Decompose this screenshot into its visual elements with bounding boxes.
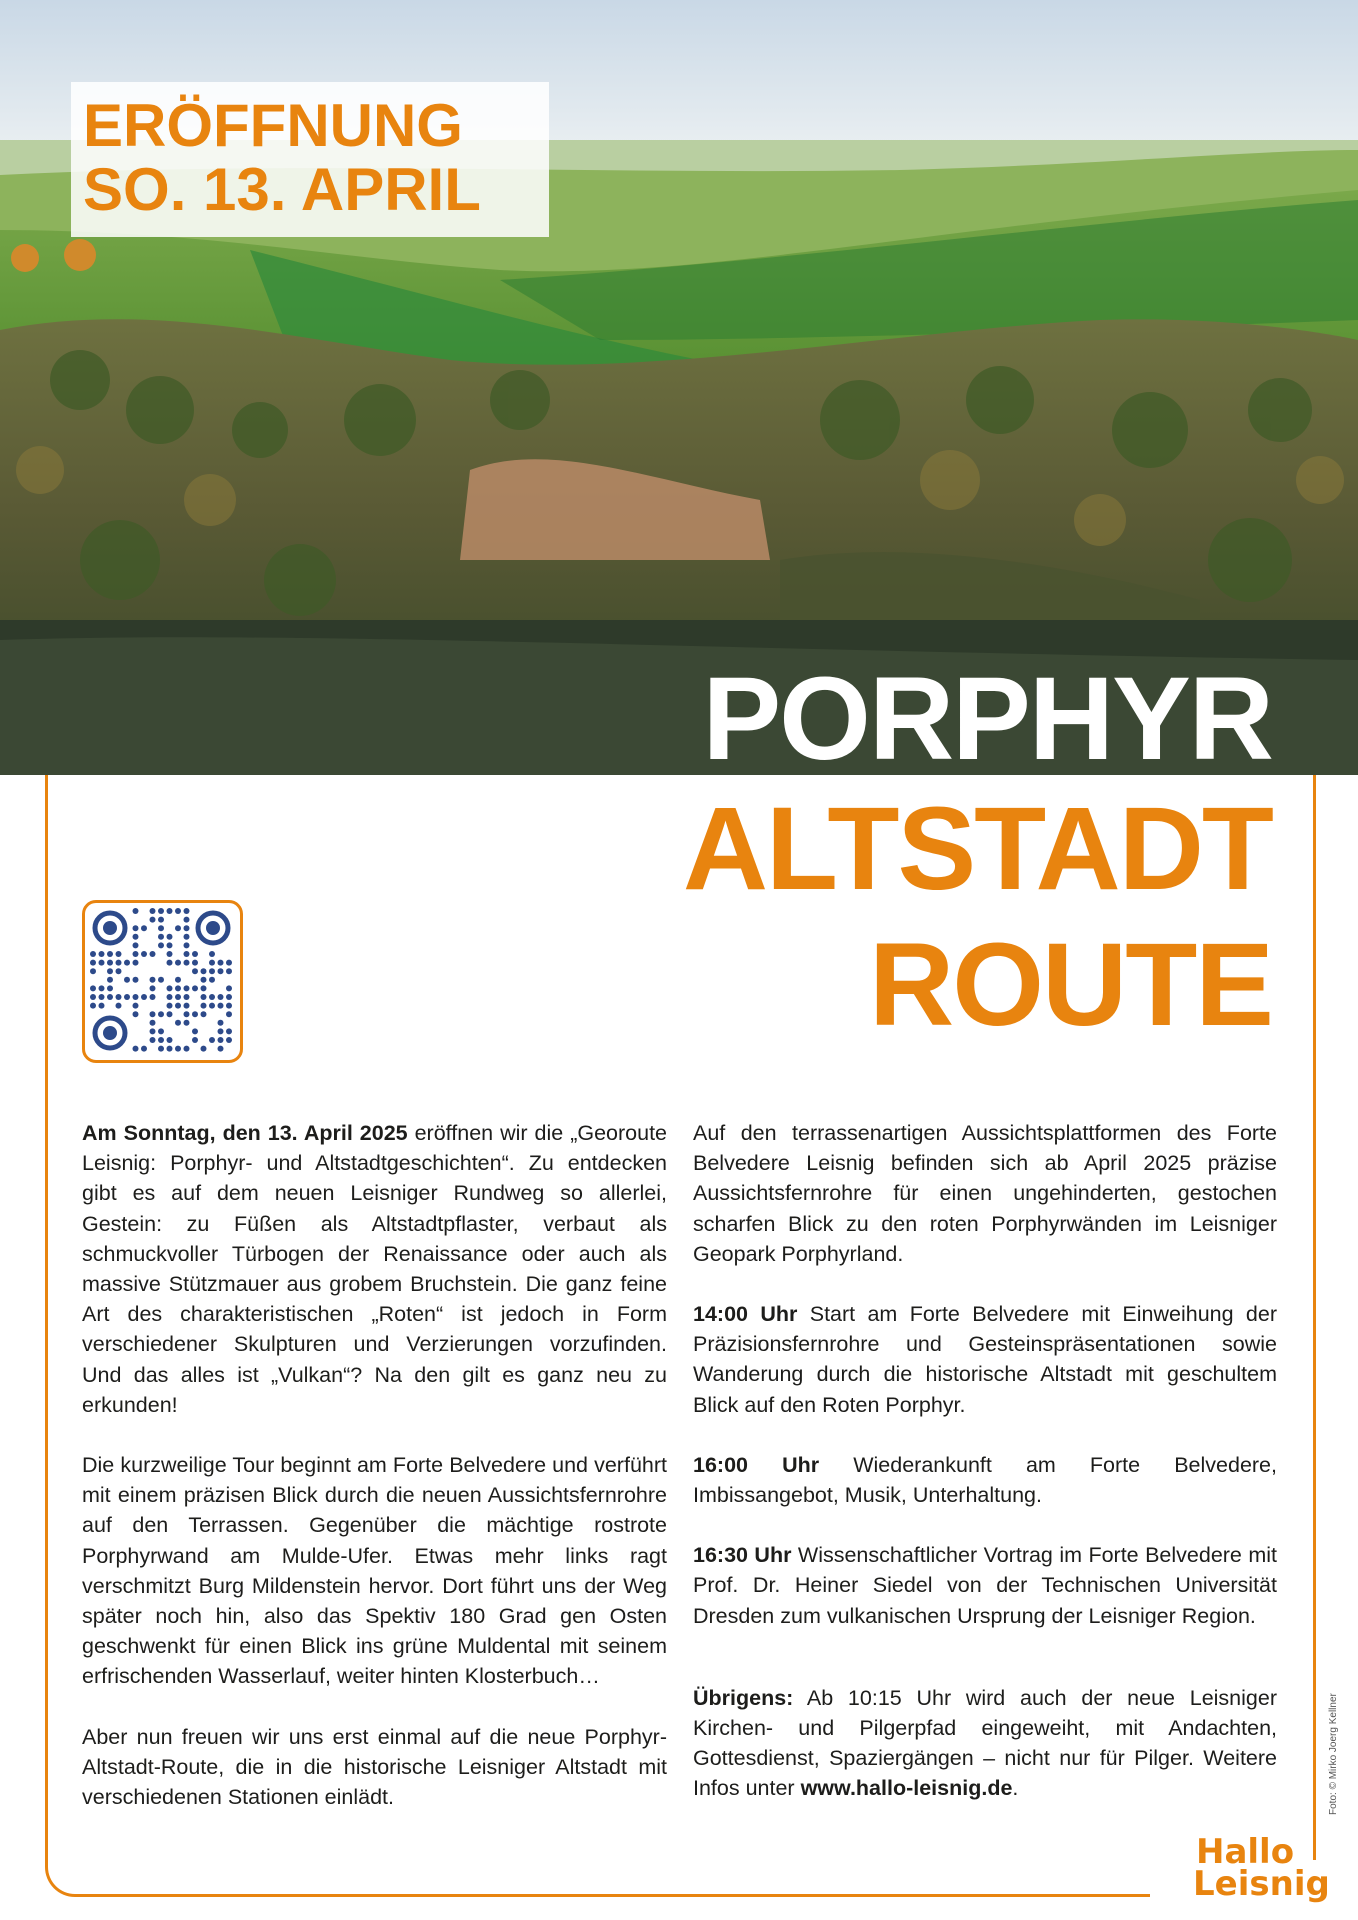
qr-dot xyxy=(167,994,173,1000)
qr-dot xyxy=(192,960,198,966)
qr-dot xyxy=(218,968,224,974)
qr-dot xyxy=(209,1037,215,1043)
qr-code[interactable] xyxy=(82,900,243,1063)
event-1600 xyxy=(693,1450,1277,1510)
belvedere-paragraph: Auf den terrassenartigen Aussichtsplattformen des Forte Belvedere Leisnig befinden sich ab April 2025 präzise Aussichtsfernrohre für einen ungehinderten, gestochen scharfen Blick zu den roten Porphyrwänden im Leisniger Geopark Porphyrland. xyxy=(693,1121,1277,1266)
qr-dot xyxy=(158,908,164,914)
qr-dot xyxy=(201,1046,207,1052)
event-text: Wiederankunft am Forte Belvedere, Imbissangebot, Musik, Unterhaltung. xyxy=(693,1452,1277,1508)
title-altstadt: ALTSTADT xyxy=(682,783,1272,915)
qr-dot xyxy=(175,985,181,991)
qr-dot xyxy=(90,960,96,966)
qr-dot xyxy=(150,985,156,991)
qr-dot xyxy=(99,960,105,966)
event-text: Wissenschaftlicher Vortrag im Forte Belvedere mit Prof. Dr. Heiner Siedel von der Technischen Universität Dresden zum vulkanischen Ursprung der Leisniger Region. xyxy=(693,1543,1277,1628)
qr-dot xyxy=(116,968,122,974)
qr-dot xyxy=(90,985,96,991)
qr-dot xyxy=(90,968,96,974)
qr-dot xyxy=(158,942,164,948)
qr-dot xyxy=(167,934,173,940)
website-link[interactable]: www.hallo-leisnig.de xyxy=(800,1776,1013,1801)
qr-dot xyxy=(141,994,147,1000)
qr-dot xyxy=(124,994,130,1000)
qr-dot xyxy=(158,1011,164,1017)
qr-dot xyxy=(175,1046,181,1052)
qr-dot xyxy=(158,1037,164,1043)
opening-label: ERÖFFNUNG xyxy=(83,92,463,159)
qr-dot xyxy=(133,977,139,983)
qr-dot xyxy=(158,1046,164,1052)
intro-paragraph xyxy=(82,1118,667,1420)
qr-dot xyxy=(184,1020,190,1026)
qr-dot xyxy=(218,1046,224,1052)
qr-dot xyxy=(226,994,232,1000)
tour-paragraph: Die kurzweilige Tour beginnt am Forte Belvedere und verführt mit einem präzisen Blick durch die neuen Aussichtsfernrohre auf den Terrassen. Gegenüber die mächtige rostrote Porphyrwand am Mulde-Ufer. Etwas mehr links ragt verschmitzt Burg Mildenstein hervor. Dort führt uns der Weg später noch hin, also das Spektiv 180 Grad gen Osten geschwenkt für einen Blick ins grüne Muldental mit seinem erfrischenden Wasserlauf, weiter hinten Klosterbuch… xyxy=(82,1453,667,1689)
qr-dot xyxy=(167,960,173,966)
qr-dot xyxy=(184,942,190,948)
qr-dot xyxy=(124,977,130,983)
qr-dot xyxy=(90,951,96,957)
qr-dot xyxy=(201,968,207,974)
qr-dot xyxy=(184,925,190,931)
qr-dot xyxy=(158,977,164,983)
qr-dot xyxy=(150,917,156,923)
title-route: ROUTE xyxy=(869,919,1272,1051)
qr-dot xyxy=(218,1003,224,1009)
qr-dot xyxy=(107,977,113,983)
qr-dot xyxy=(184,960,190,966)
qr-dot xyxy=(133,1011,139,1017)
qr-dot xyxy=(150,951,156,957)
qr-dot xyxy=(175,960,181,966)
qr-dot xyxy=(201,1011,207,1017)
qr-dot xyxy=(218,1020,224,1026)
qr-dot xyxy=(133,942,139,948)
qr-dot xyxy=(209,1003,215,1009)
left-column xyxy=(82,1118,667,1842)
qr-dot xyxy=(167,1037,173,1043)
note-paragraph xyxy=(693,1683,1277,1804)
qr-dot xyxy=(167,1003,173,1009)
note-label: Übrigens: xyxy=(693,1685,794,1710)
qr-dot xyxy=(184,994,190,1000)
photo-credit: Foto: © Mirko Joerg Kellner xyxy=(1328,1693,1339,1815)
qr-dot xyxy=(158,925,164,931)
qr-dot xyxy=(99,951,105,957)
qr-dot xyxy=(218,1028,224,1034)
qr-dot xyxy=(90,994,96,1000)
qr-dot xyxy=(99,985,105,991)
qr-code-icon xyxy=(85,903,240,1060)
qr-dot xyxy=(133,934,139,940)
event-text: Start am Forte Belvedere mit Einweihung der Präzisionsfernrohre und Gesteinspräsentationen sowie Wanderung durch die historische Altstadt mit geschultem Blick auf den Roten Porphyr. xyxy=(693,1302,1277,1417)
qr-dot xyxy=(167,951,173,957)
event-time: 16:00 Uhr xyxy=(693,1452,820,1477)
qr-dot xyxy=(226,1011,232,1017)
qr-dot xyxy=(133,925,139,931)
qr-dot xyxy=(133,994,139,1000)
qr-dot xyxy=(167,942,173,948)
qr-dot xyxy=(184,951,190,957)
logo-line1: Hallo xyxy=(1196,1832,1295,1872)
qr-dot xyxy=(116,960,122,966)
hallo-leisnig-logo xyxy=(1193,1832,1330,1904)
qr-dot xyxy=(201,1003,207,1009)
qr-dot xyxy=(107,994,113,1000)
opening-date: SO. 13. APRIL xyxy=(83,156,481,223)
qr-dot xyxy=(150,908,156,914)
qr-dot xyxy=(150,1011,156,1017)
qr-dot xyxy=(107,985,113,991)
qr-dot xyxy=(175,908,181,914)
qr-dot xyxy=(107,968,113,974)
qr-dot xyxy=(226,968,232,974)
qr-dot xyxy=(209,951,215,957)
qr-dot xyxy=(226,1037,232,1043)
qr-dot xyxy=(167,985,173,991)
qr-dot xyxy=(141,951,147,957)
qr-dot xyxy=(201,994,207,1000)
qr-dot xyxy=(218,960,224,966)
qr-dot xyxy=(192,968,198,974)
qr-dot xyxy=(201,985,207,991)
event-1400 xyxy=(693,1299,1277,1420)
qr-dot xyxy=(192,985,198,991)
qr-dot xyxy=(99,1003,105,1009)
qr-dot xyxy=(124,960,130,966)
qr-dot xyxy=(184,985,190,991)
qr-dot xyxy=(184,934,190,940)
qr-dot xyxy=(192,1028,198,1034)
intro-date: Am Sonntag, den 13. April 2025 xyxy=(82,1121,408,1145)
qr-dot xyxy=(175,1003,181,1009)
qr-dot xyxy=(150,1037,156,1043)
qr-dot xyxy=(150,1028,156,1034)
qr-dot xyxy=(209,960,215,966)
qr-dot xyxy=(141,1046,147,1052)
qr-dot xyxy=(150,977,156,983)
qr-dot xyxy=(158,934,164,940)
qr-dot xyxy=(218,1037,224,1043)
qr-dot xyxy=(192,1037,198,1043)
qr-dot xyxy=(175,994,181,1000)
qr-dot xyxy=(150,994,156,1000)
qr-dot xyxy=(133,951,139,957)
qr-dot xyxy=(184,908,190,914)
qr-dot xyxy=(184,1003,190,1009)
qr-dot xyxy=(158,917,164,923)
qr-dot xyxy=(116,994,122,1000)
qr-dot xyxy=(107,960,113,966)
qr-dot xyxy=(141,925,147,931)
qr-dot xyxy=(184,1046,190,1052)
qr-dot xyxy=(184,917,190,923)
qr-dot xyxy=(133,908,139,914)
qr-dot xyxy=(209,977,215,983)
qr-dot xyxy=(116,951,122,957)
qr-dot xyxy=(90,1003,96,1009)
qr-dot xyxy=(209,994,215,1000)
intro-text: eröffnen wir die „Georoute Leisnig: Porphyr- und Altstadtgeschichten“. Zu entdecken gibt es auf dem neuen Leisniger Rundweg so allerlei, Gestein: zu Füßen als Altstadtpflaster, verbaut als schmuckvoller Türbogen der Renaissance oder auch als massive Stützmauer aus grobem Bruchstein. Die ganz feine Art des charakteristischen „Roten“ ist jedoch in Form verschiedener Skulpturen und Verzierungen vorzufinden. Und das alles ist „Vulkan“? Na den gilt es ganz neu zu erkunden! xyxy=(82,1121,668,1417)
opening-banner xyxy=(71,82,549,237)
qr-dot xyxy=(133,960,139,966)
qr-dot xyxy=(175,977,181,983)
qr-dot xyxy=(184,1011,190,1017)
qr-dot xyxy=(167,1046,173,1052)
qr-dot xyxy=(226,1028,232,1034)
note-text: Ab 10:15 Uhr wird auch der neue Leisniger Kirchen- und Pilgerpfad eingeweiht, mit Andachten, Gottesdienst, Spaziergängen – nicht nur für Pilger. Weitere Infos unter xyxy=(693,1685,1277,1801)
closing-paragraph: Aber nun freuen wir uns erst einmal auf die neue Porphyr-Altstadt-Route, die in die historische Leisniger Altstadt mit verschiedenen Stationen einlädt. xyxy=(82,1724,667,1810)
qr-dot xyxy=(226,1003,232,1009)
event-1630 xyxy=(693,1540,1277,1631)
event-time: 16:30 Uhr xyxy=(693,1543,792,1568)
qr-dot xyxy=(218,994,224,1000)
qr-dot xyxy=(175,925,181,931)
qr-dot xyxy=(150,1020,156,1026)
title-porphyr: PORPHYR xyxy=(702,653,1272,785)
qr-dot xyxy=(226,985,232,991)
qr-dot xyxy=(201,977,207,983)
event-time: 14:00 Uhr xyxy=(693,1302,798,1327)
qr-dot xyxy=(167,1011,173,1017)
qr-dot xyxy=(133,1003,139,1009)
qr-dot xyxy=(133,1046,139,1052)
right-column xyxy=(693,1118,1277,1834)
qr-dot xyxy=(175,1020,181,1026)
logo-line2: Leisnig xyxy=(1193,1864,1330,1904)
qr-dot xyxy=(107,951,113,957)
note-end: . xyxy=(1012,1776,1019,1801)
qr-dot xyxy=(167,908,173,914)
qr-dot xyxy=(226,960,232,966)
qr-dot xyxy=(209,968,215,974)
qr-dot xyxy=(116,1003,122,1009)
qr-dot xyxy=(192,1011,198,1017)
qr-dot xyxy=(192,951,198,957)
qr-dot xyxy=(158,1028,164,1034)
qr-dot xyxy=(99,994,105,1000)
